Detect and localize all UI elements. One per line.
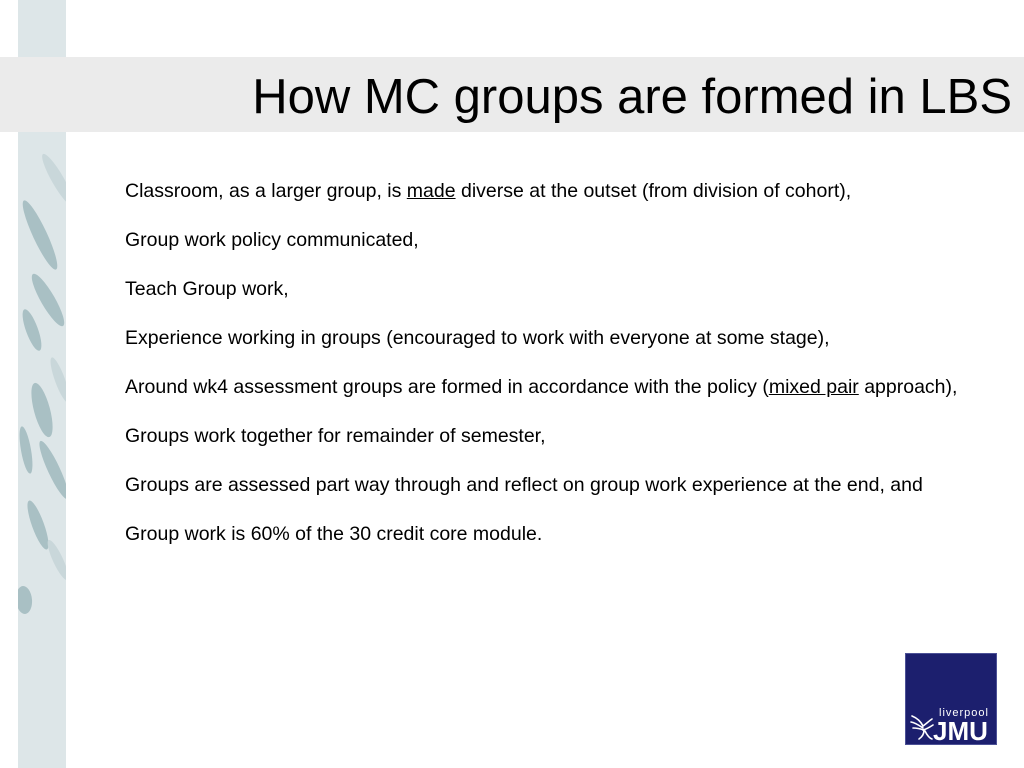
bullet-item: Experience working in groups (encouraged to work with everyone at some stage),: [125, 327, 830, 349]
emphasis-made: made: [406, 180, 456, 202]
emphasis-mixed-pair: mixed pair: [768, 376, 859, 398]
bullet-item: Group work is 60% of the 30 credit core module.: [125, 523, 543, 545]
bullet-item: Around wk4 assessment groups are formed in accordance with the policy (mixed pair approach),: [125, 376, 958, 398]
ljmu-logo: [905, 653, 997, 745]
bullet-item: Teach Group work,: [125, 278, 289, 300]
bullet-item: Group work policy communicated,: [125, 229, 419, 251]
slide-title: How MC groups are formed in LBS: [252, 70, 1012, 124]
bullet-list: [125, 180, 1005, 572]
bullet-item: Classroom, as a larger group, is made diverse at the outset (from division of cohort),: [125, 180, 852, 202]
liver-bird-icon: [909, 708, 935, 742]
logo-small-text: liverpool: [939, 707, 989, 719]
logo-main-text: JMU: [933, 716, 988, 746]
bullet-item: Groups are assessed part way through and reflect on group work experience at the end, and: [125, 474, 923, 496]
bullet-item: Groups work together for remainder of semester,: [125, 425, 546, 447]
